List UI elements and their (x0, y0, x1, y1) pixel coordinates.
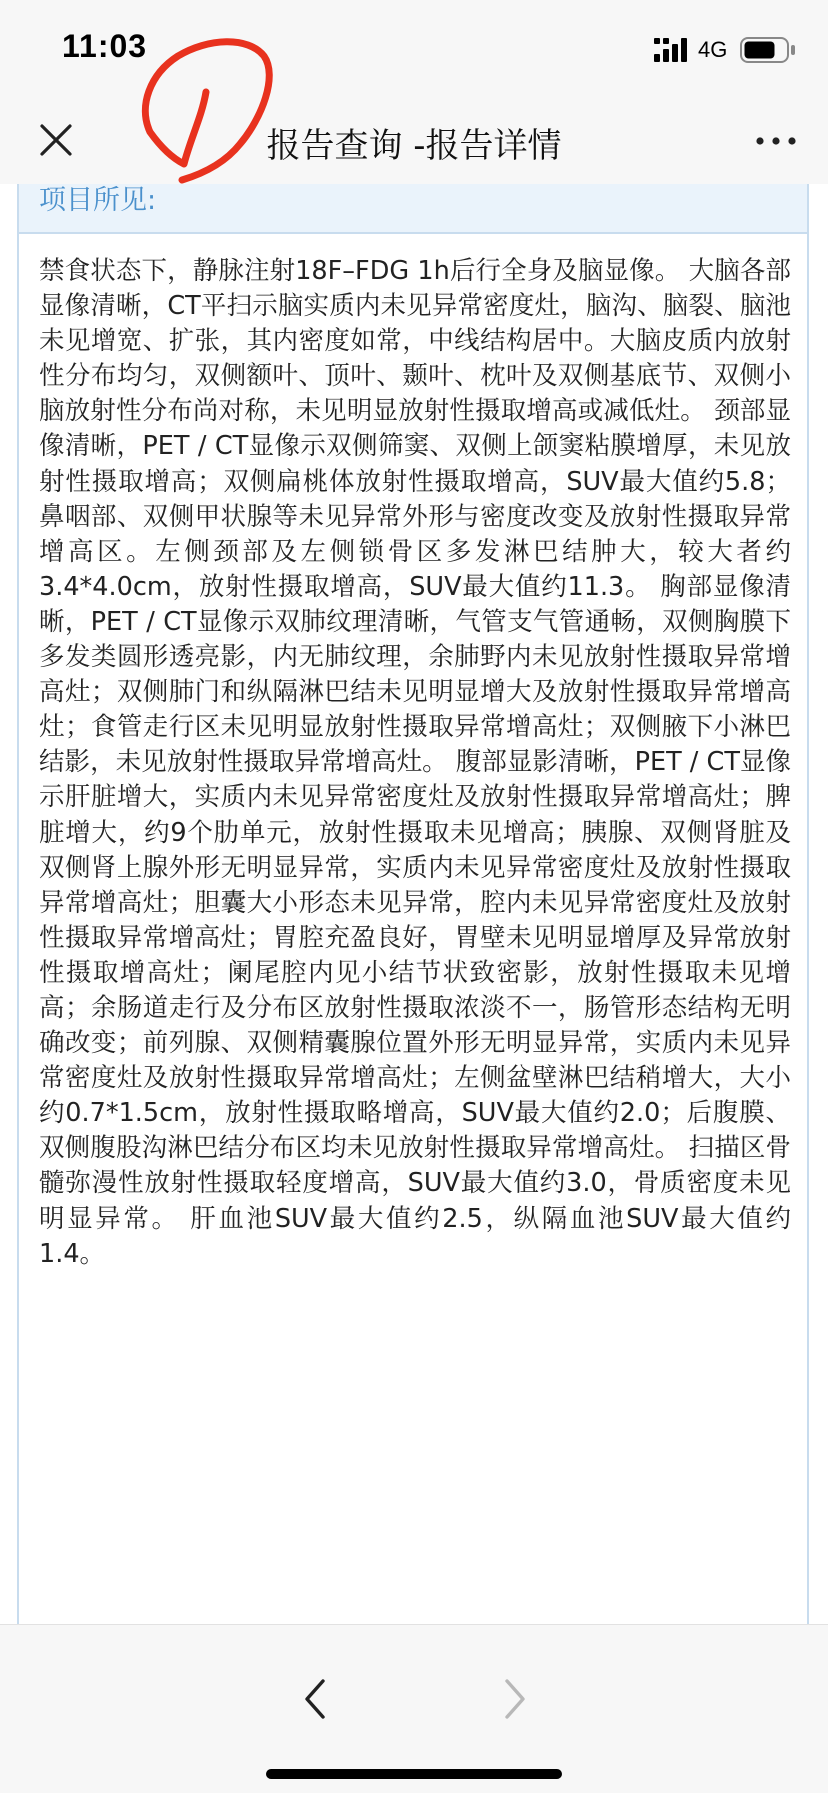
findings-header (19, 184, 807, 234)
signal-icon (654, 38, 688, 62)
network-label: 4G (698, 37, 728, 62)
more-icon[interactable] (750, 118, 802, 164)
home-indicator[interactable] (266, 1769, 562, 1779)
status-bar (0, 0, 828, 100)
chevron-left-icon[interactable] (290, 1671, 340, 1727)
findings-card (17, 184, 809, 1624)
findings-label: 项目所见: (39, 185, 157, 216)
bottom-toolbar (0, 1624, 828, 1793)
findings-text: 禁食状态下，静脉注射18F–FDG 1h后行全身及脑显像。 大脑各部显像清晰，CT平扫示脑实质内未见异常密度灶，脑沟、脑裂、脑池未见增宽、扩张，其内密度如常，中线结构居中。大脑皮质内放射性分布均匀，双侧额叶、顶叶、颞叶、枕叶及双侧基底节、双侧小脑放射性分布尚对称，未见明显放射性摄取增高或减低灶。 颈部显像清晰，PET / CT显像示双侧筛窦、双侧上颌窦粘膜增厚，未见放射性摄取增高；双侧扁桃体放射性摄取增高，SUV最大值约5.8；鼻咽部、双侧甲状腺等未见异常外形与密度改变及放射性摄取异常增高区。左侧颈部及左侧锁骨区多发淋巴结肿大，较大者约3.4*4.0cm，放射性摄取增高，SUV最大值约11.3。 胸部显像清晰，PET / CT显像示双肺纹理清晰，气管支气管通畅，双侧胸膜下多发类圆形透亮影，内无肺纹理，余肺野内未见放射性摄取异常增高灶；双侧肺门和纵隔淋巴结未见明显增大及放射性摄取异常增高灶；食管走行区未见明显放射性摄取异常增高灶；双侧腋下小淋巴结影，未见放射性摄取异常增高灶。 腹部显影清晰，PET / CT显像示肝脏增大，实质内未见异常密度灶及放射性摄取异常增高灶；脾脏增大，约9个肋单元，放射性摄取未见增高；胰腺、双侧肾脏及双侧肾上腺外形无明显异常，实质内未见异常密度灶及放射性摄取异常增高灶；胆囊大小形态未见异常，腔内未见异常密度灶及放射性摄取异常增高灶；胃腔充盈良好，胃壁未见明显增厚及异常放射性摄取增高灶；阑尾腔内见小结节状致密影，放射性摄取未见增高；余肠道走行及分布区放射性摄取浓淡不一，肠管形态结构无明确改变；前列腺、双侧精囊腺位置外形无明显异常，实质内未见异常密度灶及放射性摄取异常增高灶；左侧盆壁淋巴结稍增大，大小约0.7*1.5cm，放射性摄取略增高，SUV最大值约2.0；后腹膜、双侧腹股沟淋巴结分布区均未见放射性摄取异常增高灶。 扫描区骨髓弥漫性放射性摄取轻度增高，SUV最大值约3.0，骨质密度未见明显异常。 肝血池SUV最大值约2.5，纵隔血池SUV最大值约1.4。 (39, 256, 791, 1269)
status-time: 11:03 (62, 28, 148, 64)
nav-bar (0, 100, 828, 184)
report-content[interactable] (0, 184, 828, 1624)
page-title: 报告查询 -报告详情 (266, 126, 562, 166)
battery-icon (740, 37, 796, 63)
chevron-right-icon (490, 1671, 540, 1727)
